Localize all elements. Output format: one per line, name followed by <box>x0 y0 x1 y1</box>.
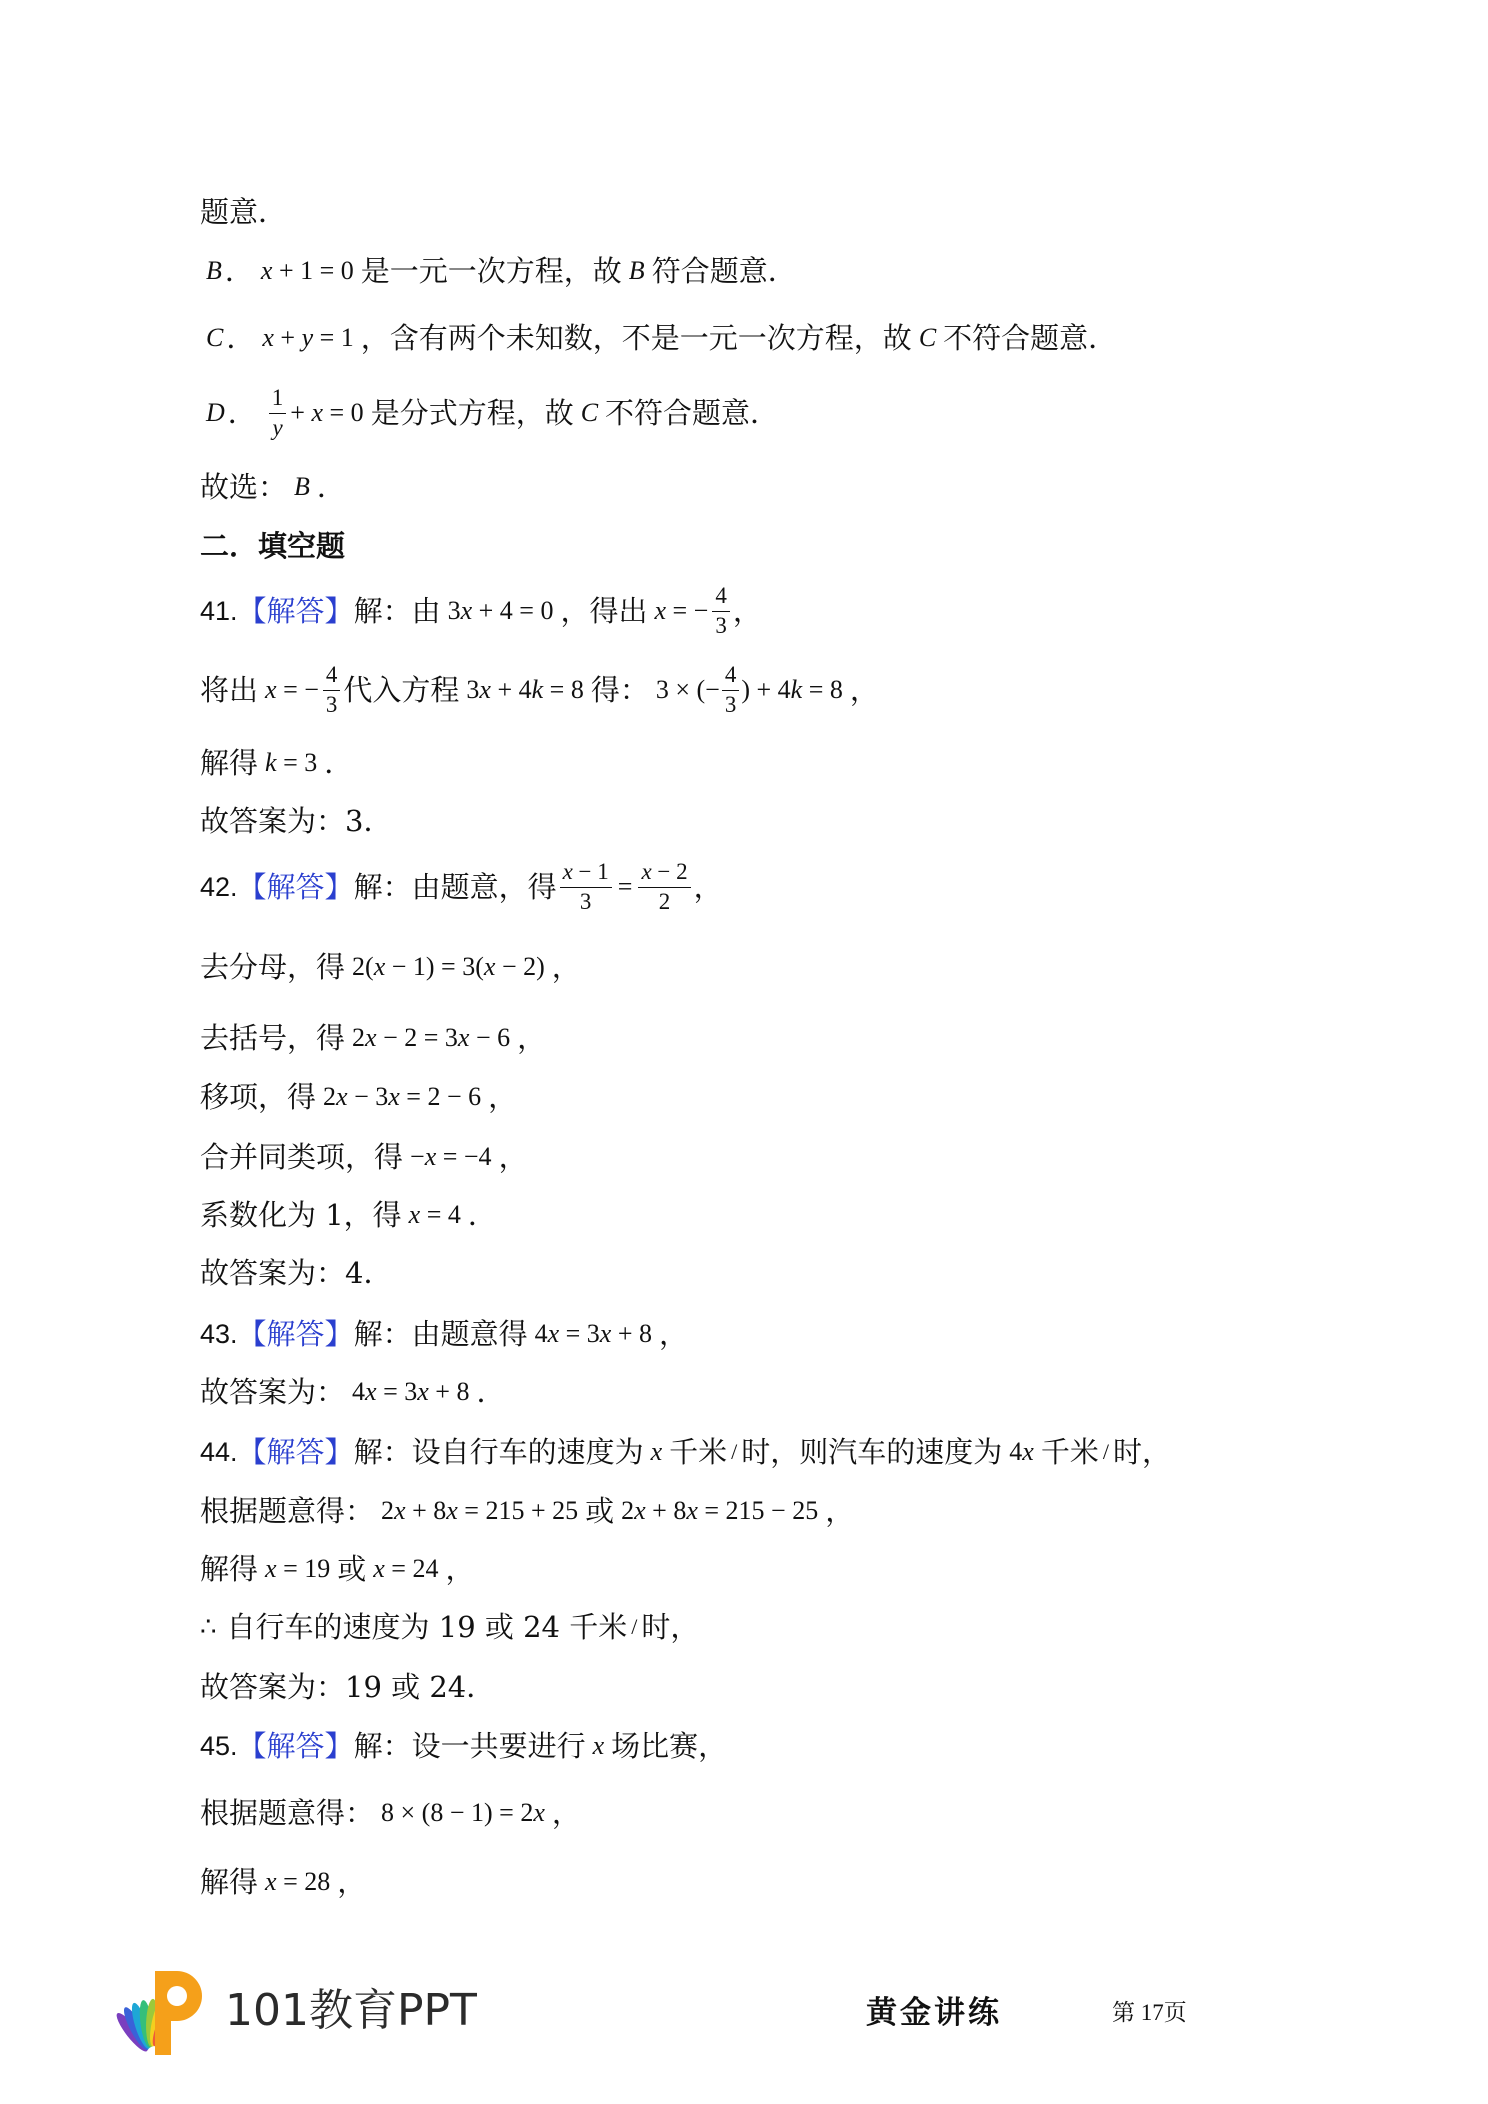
math-variable-letter: x <box>394 1496 406 1525</box>
math-expression: 3 × (− <box>655 675 720 704</box>
q42-line-2 <box>200 937 581 997</box>
question-number: 45. <box>200 1731 238 1761</box>
text: ． <box>467 1198 497 1232</box>
math-variable-letter: x <box>265 675 277 704</box>
q41-line-3 <box>200 733 353 793</box>
text: ， <box>517 1021 547 1055</box>
text: 符合题意． <box>651 254 797 288</box>
text: 解：设一共要进行 <box>353 1729 586 1763</box>
text: 不符合题意． <box>943 321 1118 355</box>
q44-line-2 <box>200 1481 854 1541</box>
math-variable-letter: x <box>260 256 273 285</box>
math-expression: + x = 0 <box>290 398 364 427</box>
math-variable-letter: y <box>301 323 314 352</box>
text: 是分式方程，故 <box>370 396 574 430</box>
fraction-numerator: 4 <box>722 662 740 690</box>
text: 代入方程 <box>343 673 460 707</box>
math-variable-letter: x <box>365 1377 377 1406</box>
math-variable-letter: x <box>373 952 386 981</box>
q44-answer-line <box>200 1657 495 1717</box>
q42-line-6 <box>200 1185 497 1245</box>
math-expression: x = 4 <box>408 1200 461 1229</box>
math-variable <box>651 1432 663 1472</box>
option-dot: ． <box>226 321 256 355</box>
math-variable-letter: x <box>547 1319 560 1348</box>
option-dot: ． <box>224 254 254 288</box>
fraction <box>560 859 612 915</box>
q45-line-1 <box>200 1716 727 1776</box>
answer-tag: 【解答】 <box>237 1729 354 1763</box>
answer-tag: 【解答】 <box>237 594 354 628</box>
math-variable-letter: x <box>479 675 491 704</box>
math-variable-letter: x <box>265 1867 277 1896</box>
math-variable-letter: x <box>686 1496 698 1525</box>
text: 系数化为 1，得 <box>200 1198 402 1232</box>
text: 场比赛， <box>611 1729 728 1763</box>
math-expression: 4x = 3x + 8 <box>534 1319 653 1348</box>
text: ． <box>324 746 354 780</box>
text: ， <box>659 1317 689 1351</box>
text: 不符合题意． <box>605 396 780 430</box>
text: 合并同类项，得 <box>200 1140 404 1174</box>
q44-line-4 <box>200 1597 699 1657</box>
text: 时，则汽车的速度为 <box>741 1435 1003 1469</box>
math-variable-letter: x <box>336 1082 348 1111</box>
text: 时， <box>1112 1435 1171 1469</box>
text: ， <box>337 1865 367 1899</box>
series-title: 黄金讲练 <box>866 1995 1002 2031</box>
math-variable-letter: C <box>206 323 224 352</box>
text: 故答案为：19 或 24． <box>200 1670 496 1704</box>
option-letter <box>206 393 225 433</box>
unit-slash: / <box>1102 1439 1109 1464</box>
text: ， <box>825 1494 855 1528</box>
text: 得： <box>590 673 649 707</box>
math-variable-letter: B <box>206 256 222 285</box>
text: ． <box>476 1375 506 1409</box>
q45-line-2 <box>200 1783 581 1843</box>
text: 故选： <box>200 470 288 504</box>
fraction-numerator: x − 2 <box>638 859 690 887</box>
q42-line-1 <box>200 857 723 917</box>
option-b-line <box>206 241 797 301</box>
math-variable-letter: y <box>272 414 283 440</box>
page-number: 第 17页 <box>1112 2000 1187 2025</box>
math-variable-letter: x <box>460 596 473 625</box>
math-variable-letter: k <box>790 675 803 704</box>
text: 根据题意得： <box>200 1796 375 1830</box>
math-variable-letter: x <box>634 1496 646 1525</box>
math-variable-letter: x <box>641 859 652 885</box>
text: 移项，得 <box>200 1080 317 1114</box>
math-expression: x = − <box>654 596 709 625</box>
question-number: 44. <box>200 1437 238 1467</box>
q42-line-5 <box>200 1127 528 1187</box>
text: 解得 <box>200 746 259 780</box>
section-title: 二．填空题 <box>200 529 346 563</box>
text: 故答案为：3． <box>200 804 393 838</box>
text: 故答案为： <box>200 1375 346 1409</box>
text: 时， <box>641 1610 700 1644</box>
math-expression: x = 28 <box>265 1867 331 1896</box>
math-expression: 3x + 4k = 8 <box>466 675 584 704</box>
fraction <box>638 859 690 915</box>
math-variable-letter: k <box>265 748 277 777</box>
math-expression: 4x = 3x + 8 <box>352 1377 470 1406</box>
option-d-line <box>206 383 779 443</box>
fraction-denominator <box>269 414 285 441</box>
math-expression: 3x + 4 = 0 <box>447 596 554 625</box>
text: 故答案为：4． <box>200 1256 393 1290</box>
text: 是一元一次方程，故 <box>360 254 622 288</box>
text: 解得 <box>200 1552 259 1586</box>
fraction-denominator: 3 <box>579 888 592 914</box>
math-variable-letter: x <box>388 1082 400 1111</box>
option-letter <box>206 251 222 291</box>
text: ， <box>551 1796 581 1830</box>
q42-line-3 <box>200 1008 546 1068</box>
math-variable-letter: x <box>533 1798 545 1827</box>
q42-line-4 <box>200 1067 517 1127</box>
text: ， <box>693 870 723 904</box>
math-variable-letter: k <box>531 675 544 704</box>
math-expression: 4x <box>1009 1437 1034 1466</box>
text: ， <box>445 1552 475 1586</box>
text: 或 <box>337 1552 367 1586</box>
math-variable-letter: x <box>650 1437 663 1466</box>
unit-text: 千米 <box>1040 1435 1099 1469</box>
math-variable-letter: C <box>918 323 937 352</box>
option-dot: ． <box>227 396 257 430</box>
math-variable-letter: x <box>446 1496 458 1525</box>
text: 去分母，得 <box>200 950 346 984</box>
equals-sign: = <box>617 872 633 901</box>
fraction <box>269 385 287 441</box>
answer-tag: 【解答】 <box>237 1317 354 1351</box>
section-heading <box>200 516 345 576</box>
math-variable-letter: x <box>562 859 573 885</box>
math-variable-letter: x <box>262 323 274 352</box>
math-expression: 2(x − 1) = 3(x − 2) <box>352 952 545 981</box>
text: ， <box>488 1080 518 1114</box>
fraction <box>323 662 341 718</box>
text: 去括号，得 <box>200 1021 346 1055</box>
text: ， <box>498 1140 528 1174</box>
math-expression: x = − <box>265 675 319 704</box>
math-variable-letter: x <box>408 1200 421 1229</box>
math-expression: ) + 4k = 8 <box>741 675 843 704</box>
math-expression: x = 19 <box>265 1554 331 1583</box>
text: ， <box>732 594 762 628</box>
text: 解：由题意得 <box>353 1317 528 1351</box>
fraction-numerator: 1 <box>269 385 287 413</box>
math-expression: 8 × (8 − 1) = 2x <box>381 1798 545 1827</box>
math-expression: −x = −4 <box>410 1142 492 1171</box>
text: 根据题意得： <box>200 1494 375 1528</box>
math-variable-letter: C <box>580 398 599 427</box>
choice-answer-line <box>200 457 346 517</box>
answer-tag: 【解答】 <box>237 870 354 904</box>
q43-answer-line <box>200 1362 505 1422</box>
math-variable-letter: x <box>365 1023 377 1052</box>
fraction-denominator: 2 <box>658 888 671 914</box>
q41-line-2 <box>200 660 879 720</box>
fraction-numerator: 4 <box>323 662 341 690</box>
math-expression: 2x + 8x = 215 − 25 <box>621 1496 819 1525</box>
math-variable-letter: x <box>592 1731 605 1760</box>
unit-text: 千米 <box>669 1435 728 1469</box>
unit-slash: / <box>731 1439 738 1464</box>
math-variable <box>294 467 310 507</box>
math-variable-letter: x <box>373 1554 385 1583</box>
math-variable <box>629 251 645 291</box>
math-variable-letter: B <box>294 472 310 501</box>
math-variable-letter: x <box>483 952 496 981</box>
math-variable-letter: x <box>599 1319 612 1348</box>
therefore-symbol: ∴ <box>200 1612 217 1641</box>
question-number: 43. <box>200 1319 238 1349</box>
text: 将出 <box>200 673 259 707</box>
math-variable <box>919 318 936 358</box>
math-variable-letter: x <box>417 1377 429 1406</box>
text: ． <box>316 470 346 504</box>
publisher-logo <box>115 1963 477 2059</box>
math-variable-letter: x <box>424 1142 437 1171</box>
math-expression: 2x − 2 = 3x − 6 <box>352 1023 511 1052</box>
text: 解得 <box>200 1865 259 1899</box>
option-c-line <box>206 308 1117 368</box>
text: ， <box>849 673 879 707</box>
math-expression: x + y = 1 <box>262 323 354 352</box>
math-variable-letter: x <box>311 398 324 427</box>
question-number: 42. <box>200 872 238 902</box>
fraction-numerator: 4 <box>712 583 730 611</box>
q41-answer-line <box>200 791 392 851</box>
fraction <box>722 662 740 718</box>
text: 解：由题意，得 <box>353 870 557 904</box>
math-variable-letter: B <box>628 256 645 285</box>
fraction-numerator: x − 1 <box>560 859 612 887</box>
math-variable-letter: x <box>1022 1437 1034 1466</box>
fraction <box>712 583 730 639</box>
logo-mark-icon <box>115 1963 203 2059</box>
math-expression: x + 1 = 0 <box>260 256 354 285</box>
option-letter <box>206 318 223 358</box>
text: 题意． <box>200 195 288 229</box>
text: ，得出 <box>560 594 648 628</box>
math-expression: k = 3 <box>265 748 318 777</box>
answer-tag: 【解答】 <box>237 1435 354 1469</box>
fraction-denominator: 3 <box>715 612 727 638</box>
q41-line-1 <box>200 581 762 641</box>
math-variable-letter: x <box>265 1554 277 1583</box>
line-choice-c-conclusion <box>200 182 287 242</box>
math-expression: 2x − 3x = 2 − 6 <box>323 1082 482 1111</box>
math-variable <box>593 1726 605 1766</box>
question-number: 41. <box>200 596 238 626</box>
math-variable-letter: x <box>457 1023 470 1052</box>
text: ， <box>551 950 581 984</box>
fraction-denominator: 3 <box>724 691 737 717</box>
text: 解：由 <box>353 594 441 628</box>
math-variable-letter: D <box>206 398 225 427</box>
fraction-denominator: 3 <box>325 691 338 717</box>
text: ，含有两个未知数，不是一元一次方程，故 <box>360 321 912 355</box>
q42-answer-line <box>200 1243 392 1303</box>
text: 解：设自行车的速度为 <box>353 1435 644 1469</box>
unit-slash: / <box>631 1614 638 1639</box>
text: 或 <box>585 1494 615 1528</box>
q44-line-1 <box>200 1422 1171 1482</box>
q44-line-3 <box>200 1539 474 1599</box>
logo-text: 101教育PPT <box>225 1985 477 2036</box>
q45-line-3 <box>200 1852 366 1912</box>
text: 自行车的速度为 19 或 24 千米 <box>226 1610 628 1644</box>
math-variable-letter: x <box>654 596 667 625</box>
math-expression: x = 24 <box>373 1554 439 1583</box>
q43-line-1 <box>200 1304 688 1364</box>
math-expression: 2x + 8x = 215 + 25 <box>381 1496 579 1525</box>
math-variable <box>581 393 598 433</box>
